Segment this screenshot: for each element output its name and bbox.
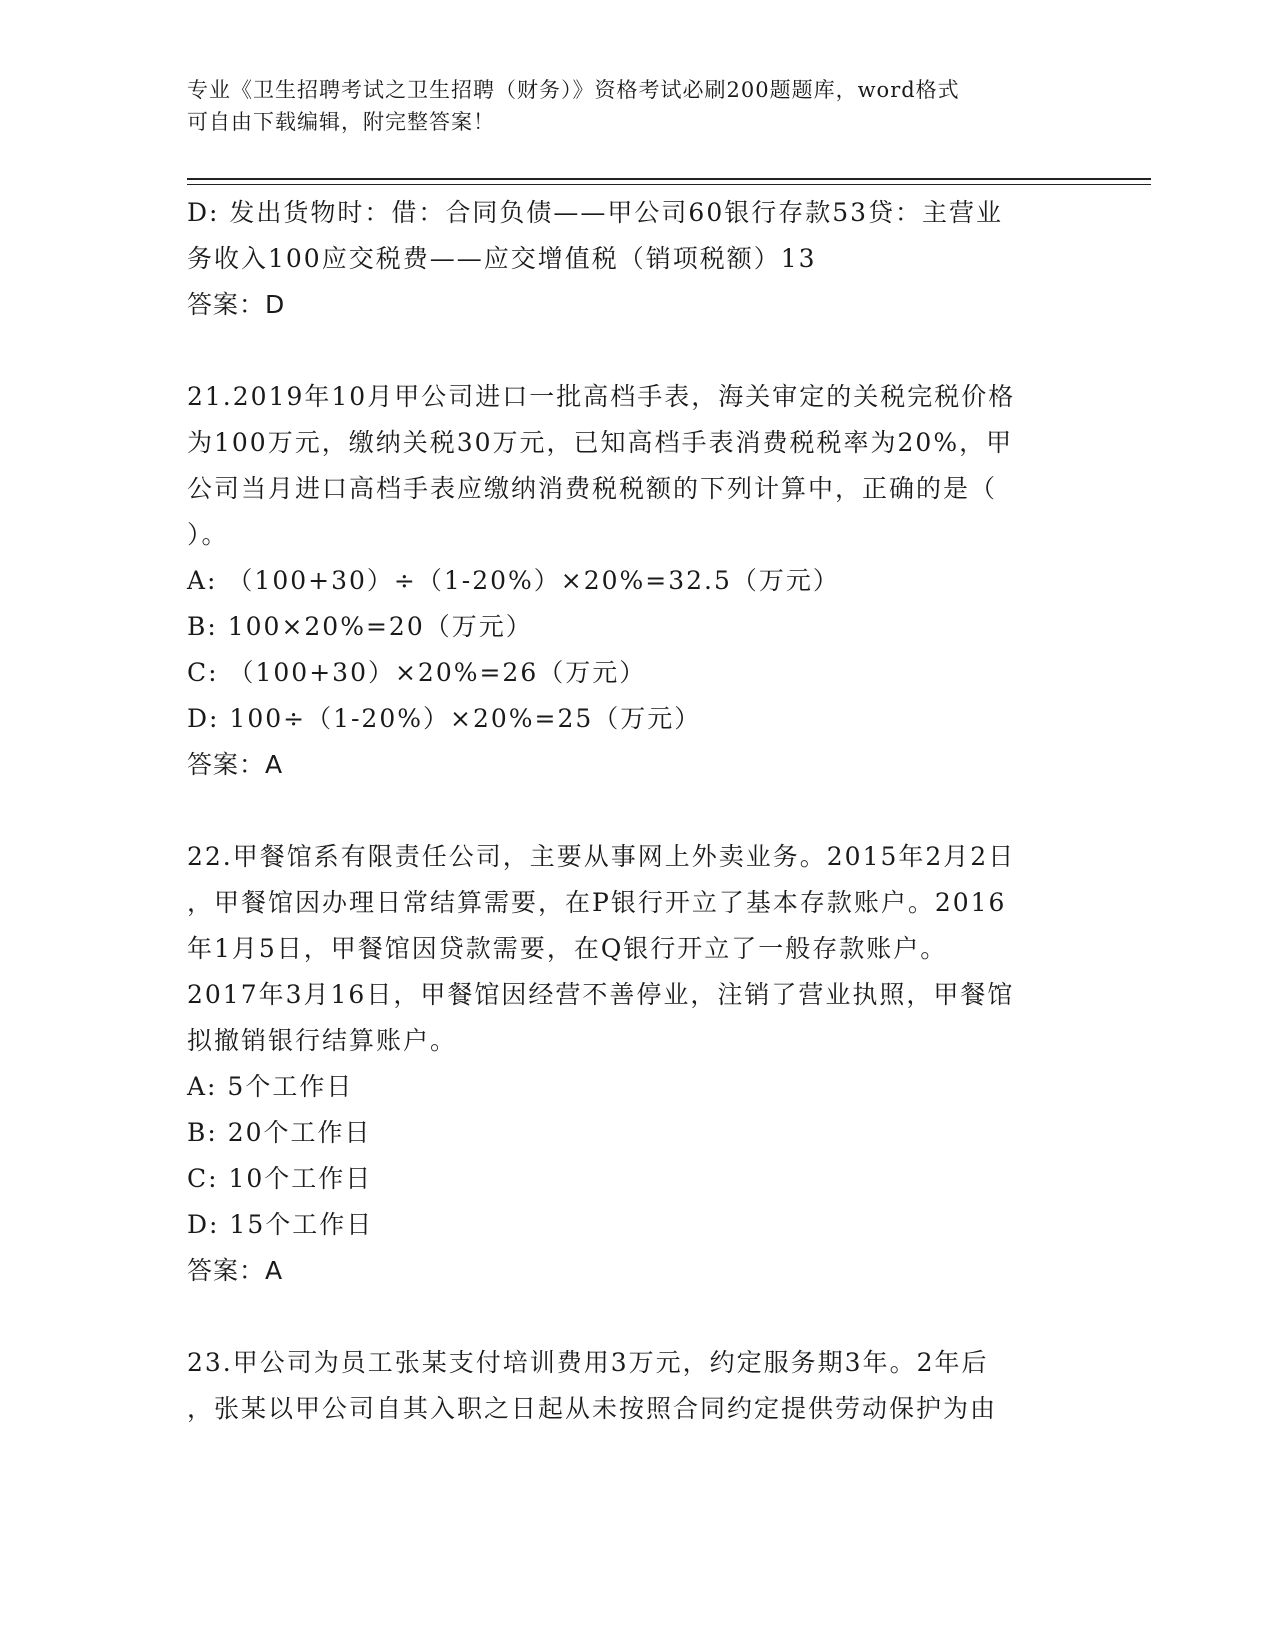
q20-answer: 答案：D	[187, 290, 286, 319]
q22-stem-line-1: 22.甲餐馆系有限责任公司，主要从事网上外卖业务。2015年2月2日	[187, 842, 1016, 871]
q22-option-b: B: 20个工作日	[187, 1118, 372, 1147]
spacer	[187, 788, 1087, 834]
q21-option-c: C: （100+30）×20%=26（万元）	[187, 658, 647, 687]
header-title-line-2: 可自由下载编辑，附完整答案！	[187, 110, 495, 134]
q22-stem-line-5: 拟撤销银行结算账户。	[187, 1026, 458, 1055]
q21-stem-line-4: ）。	[187, 520, 229, 549]
q21-option-d: D: 100÷（1-20%）×20%=25（万元）	[187, 704, 702, 733]
q22-stem-line-3: 年1月5日，甲餐馆因贷款需要，在Q银行开立了一般存款账户。	[187, 934, 948, 963]
q22-answer: 答案：A	[187, 1256, 284, 1285]
header-divider-thick	[187, 178, 1151, 180]
q21-option-b: B: 100×20%=20（万元）	[187, 612, 533, 641]
q22-option-a: A: 5个工作日	[187, 1072, 354, 1101]
q23-stem-line-1: 23.甲公司为员工张某支付培训费用3万元，约定服务期3年。2年后	[187, 1348, 989, 1377]
spacer	[187, 328, 1087, 374]
q21-stem-line-1: 21.2019年10月甲公司进口一批高档手表，海关审定的关税完税价格	[187, 382, 1016, 411]
q22-option-d: D: 15个工作日	[187, 1210, 374, 1239]
question-22	[187, 834, 1087, 1294]
q20-option-d-line-2: 务收入100应交税费——应交增值税（销项税额）13	[187, 244, 817, 273]
q21-stem-line-3: 公司当月进口高档手表应缴纳消费税税额的下列计算中，正确的是（	[187, 474, 998, 503]
header-divider-thin	[187, 184, 1151, 185]
question-21	[187, 374, 1087, 788]
q22-stem-line-2: ，甲餐馆因办理日常结算需要，在P银行开立了基本存款账户。2016	[187, 888, 1007, 917]
spacer	[187, 1294, 1087, 1340]
header-title-line-1: 专业《卫生招聘考试之卫生招聘（财务）》资格考试必刷200题题库，word格式	[187, 78, 960, 102]
q21-option-a: A: （100+30）÷（1-20%）×20%=32.5（万元）	[187, 566, 840, 595]
q21-stem-line-2: 为100万元，缴纳关税30万元，已知高档手表消费税税率为20%，甲	[187, 428, 1014, 457]
q23-stem-line-2: ，张某以甲公司自其入职之日起从未按照合同约定提供劳动保护为由	[187, 1394, 998, 1423]
document-body	[187, 190, 1087, 1432]
q22-option-c: C: 10个工作日	[187, 1164, 373, 1193]
q20-option-d-line-1: D: 发出货物时：借：合同负债——甲公司60银行存款53贷：主营业	[187, 198, 1004, 227]
q21-answer: 答案：A	[187, 750, 284, 779]
question-23	[187, 1340, 1087, 1432]
question-20-tail	[187, 190, 1087, 328]
document-header	[187, 74, 1077, 138]
q22-stem-line-4: 2017年3月16日，甲餐馆因经营不善停业，注销了营业执照，甲餐馆	[187, 980, 1015, 1009]
